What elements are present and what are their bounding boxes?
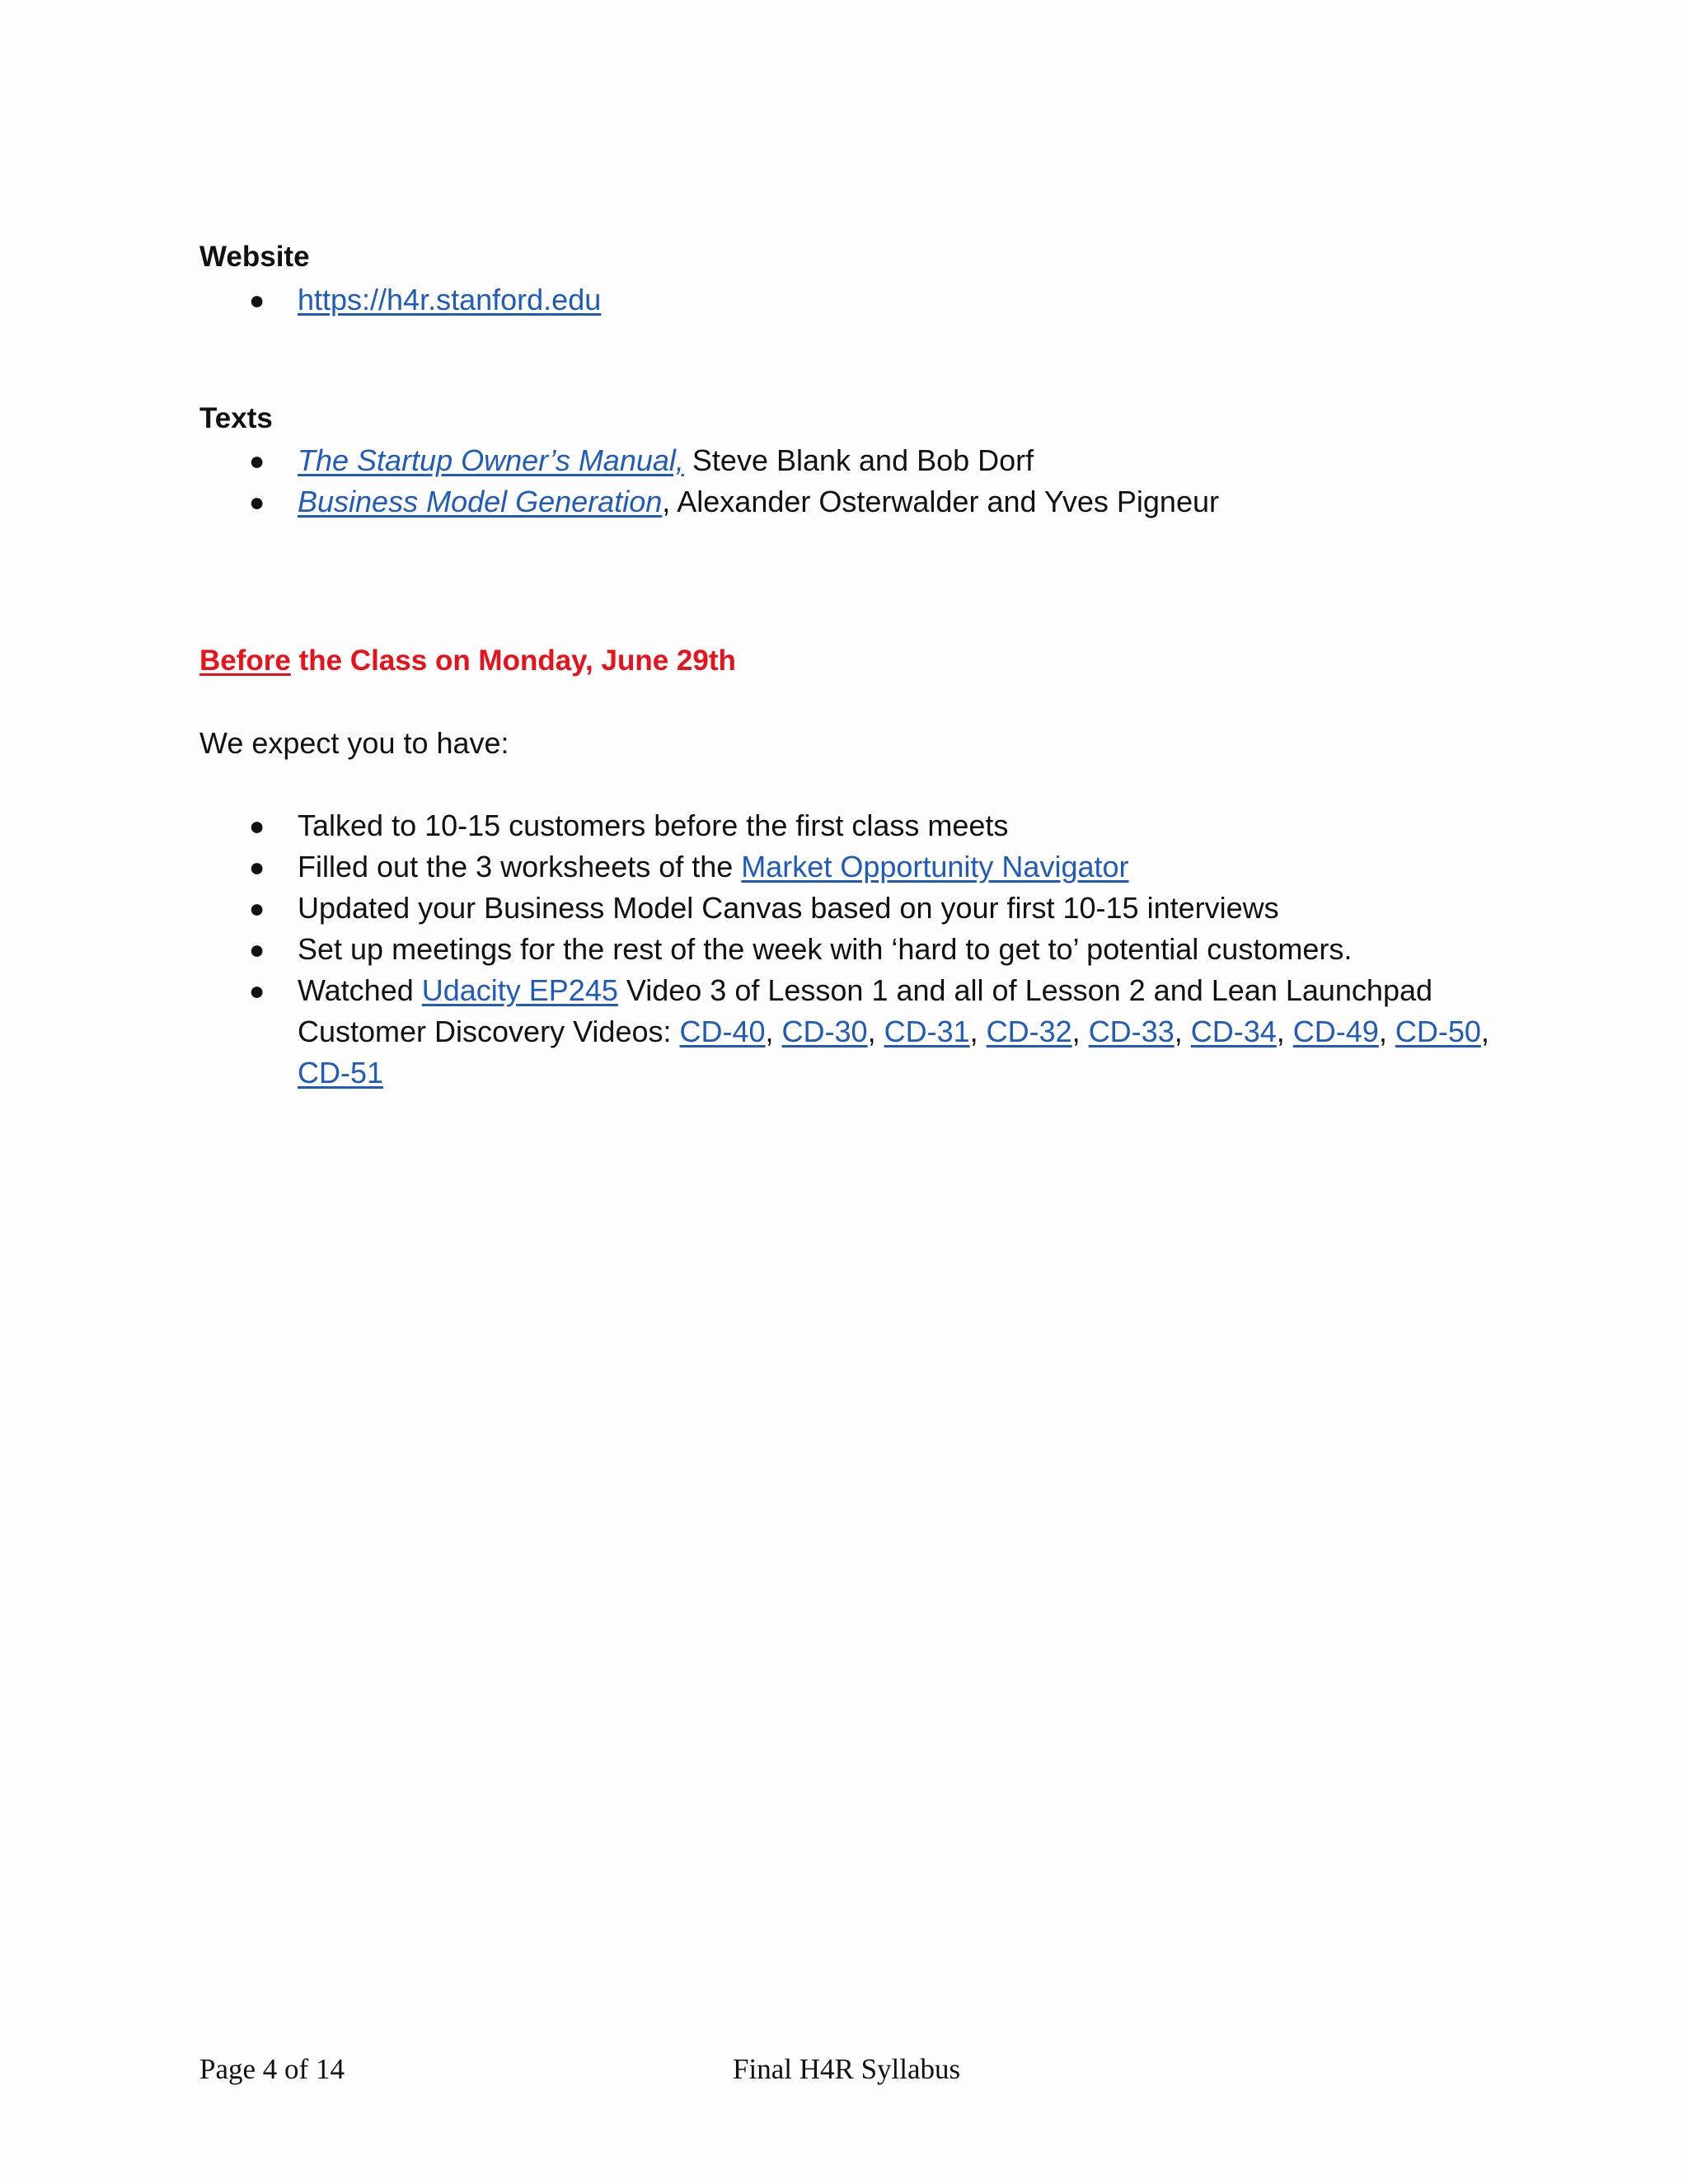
list-item — [0, 888, 1489, 929]
before-class-heading — [199, 644, 736, 677]
expectations-list — [0, 805, 1489, 1094]
separator: , — [1378, 1015, 1395, 1048]
cd-40-link[interactable]: CD-40 — [679, 1015, 766, 1048]
cd-33-link[interactable]: CD-33 — [1088, 1015, 1175, 1048]
separator: , — [969, 1015, 987, 1048]
list-item — [0, 440, 1219, 481]
before-underlined: Before — [199, 644, 291, 677]
business-model-generation-link[interactable]: Business Model Generation — [298, 485, 663, 518]
separator: , — [1071, 1015, 1089, 1048]
expectation-text: Customer Discovery Videos: — [298, 1015, 680, 1048]
startup-owners-manual-link[interactable]: The Startup Owner’s Manual, — [298, 443, 684, 477]
list-item — [0, 279, 601, 321]
footer-document-title: Final H4R Syllabus — [733, 2053, 961, 2085]
expectations-intro: We expect you to have: — [199, 726, 509, 760]
footer-page-number: Page 4 of 14 — [199, 2053, 345, 2085]
bullet-icon: ● — [249, 487, 265, 517]
udacity-ep245-link[interactable]: Udacity EP245 — [421, 973, 618, 1007]
separator: , — [765, 1015, 782, 1048]
cd-30-link[interactable]: CD-30 — [781, 1015, 868, 1048]
bullet-icon: ● — [249, 446, 265, 476]
expectation-text: Updated your Business Model Canvas based on your first 10-15 interviews — [298, 891, 1279, 925]
cd-50-link[interactable]: CD-50 — [1395, 1015, 1481, 1048]
expectation-text: Set up meetings for the rest of the week with ‘hard to get to’ potential customers. — [298, 932, 1353, 966]
bullet-icon: ● — [249, 852, 265, 882]
cd-51-link[interactable]: CD-51 — [298, 1056, 384, 1090]
text-authors: , Alexander Osterwalder and Yves Pigneur — [662, 485, 1219, 518]
texts-list — [0, 440, 1219, 523]
list-item — [0, 929, 1489, 970]
expectation-text: Talked to 10-15 customers before the first class meets — [298, 808, 1009, 842]
cd-34-link[interactable]: CD-34 — [1190, 1015, 1277, 1048]
expectation-text: Filled out the 3 worksheets of the — [298, 850, 742, 883]
before-heading-rest: the Class on Monday, June 29th — [290, 644, 736, 677]
bullet-icon: ● — [249, 976, 265, 1005]
cd-32-link[interactable]: CD-32 — [986, 1015, 1072, 1048]
expectation-line — [298, 1011, 1489, 1052]
text-authors: Steve Blank and Bob Dorf — [683, 443, 1034, 477]
market-opportunity-navigator-link[interactable]: Market Opportunity Navigator — [741, 850, 1129, 883]
separator: , — [867, 1015, 884, 1048]
cd-31-link[interactable]: CD-31 — [884, 1015, 970, 1048]
cd-49-link[interactable]: CD-49 — [1292, 1015, 1379, 1048]
bullet-icon: ● — [249, 811, 265, 841]
texts-heading: Texts — [199, 402, 273, 434]
list-item — [0, 846, 1489, 888]
expectation-line — [298, 1052, 1489, 1094]
trailing-comma: , — [1480, 1015, 1489, 1048]
list-item — [0, 805, 1489, 846]
expectation-text: Video 3 of Lesson 1 and all of Lesson 2 and Lean Launchpad — [617, 973, 1433, 1007]
bullet-icon: ● — [249, 285, 265, 315]
expectation-text: Watched — [298, 973, 422, 1007]
website-list — [0, 279, 601, 321]
bullet-icon: ● — [249, 893, 265, 923]
separator: , — [1174, 1015, 1191, 1048]
list-item — [0, 481, 1219, 523]
list-item — [0, 970, 1489, 1094]
website-heading: Website — [199, 241, 310, 273]
expectation-line — [298, 970, 1489, 1011]
bullet-icon: ● — [249, 935, 265, 964]
website-link[interactable]: https://h4r.stanford.edu — [298, 283, 602, 316]
separator: , — [1276, 1015, 1293, 1048]
